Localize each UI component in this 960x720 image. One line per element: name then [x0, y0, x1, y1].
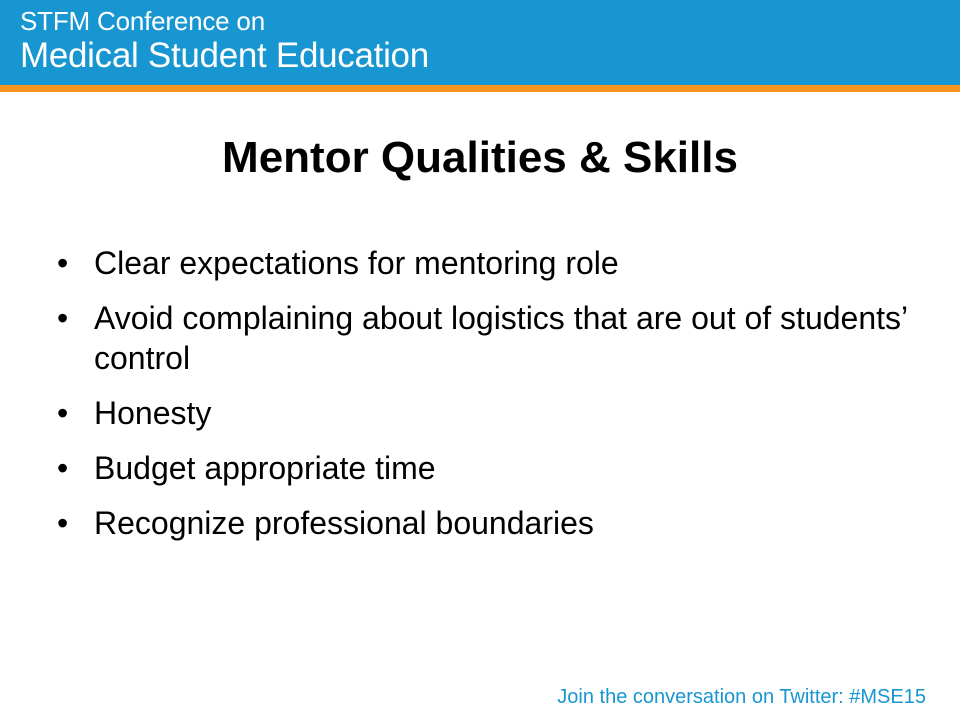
conference-name-line-1: STFM Conference on	[20, 6, 265, 36]
orange-accent-bar	[0, 85, 960, 92]
conference-name-line-2: Medical Student Education	[20, 36, 429, 75]
bullet-item-professional-boundaries	[57, 503, 927, 543]
bullet-dot: •	[57, 505, 69, 541]
bullet-text: Clear expectations for mentoring role	[94, 245, 619, 281]
conference-header-banner	[0, 0, 960, 85]
bullet-list	[57, 243, 927, 558]
bullet-text: Honesty	[94, 395, 212, 431]
bullet-item-honesty	[57, 393, 927, 433]
bullet-dot: •	[57, 245, 69, 281]
bullet-text: Budget appropriate time	[94, 450, 436, 486]
bullet-item-budget-time	[57, 448, 927, 488]
bullet-item-clear-expectations	[57, 243, 927, 283]
bullet-text: Avoid complaining about logistics that are out of students’ control	[94, 300, 907, 376]
slide-title: Mentor Qualities & Skills	[222, 133, 738, 182]
bullet-text: Recognize professional boundaries	[94, 505, 594, 541]
bullet-item-avoid-complaining	[57, 298, 927, 378]
bullet-dot: •	[57, 395, 69, 431]
bullet-dot: •	[57, 300, 69, 336]
bullet-dot: •	[57, 450, 69, 486]
twitter-hashtag-footer: Join the conversation on Twitter: #MSE15	[557, 686, 926, 708]
